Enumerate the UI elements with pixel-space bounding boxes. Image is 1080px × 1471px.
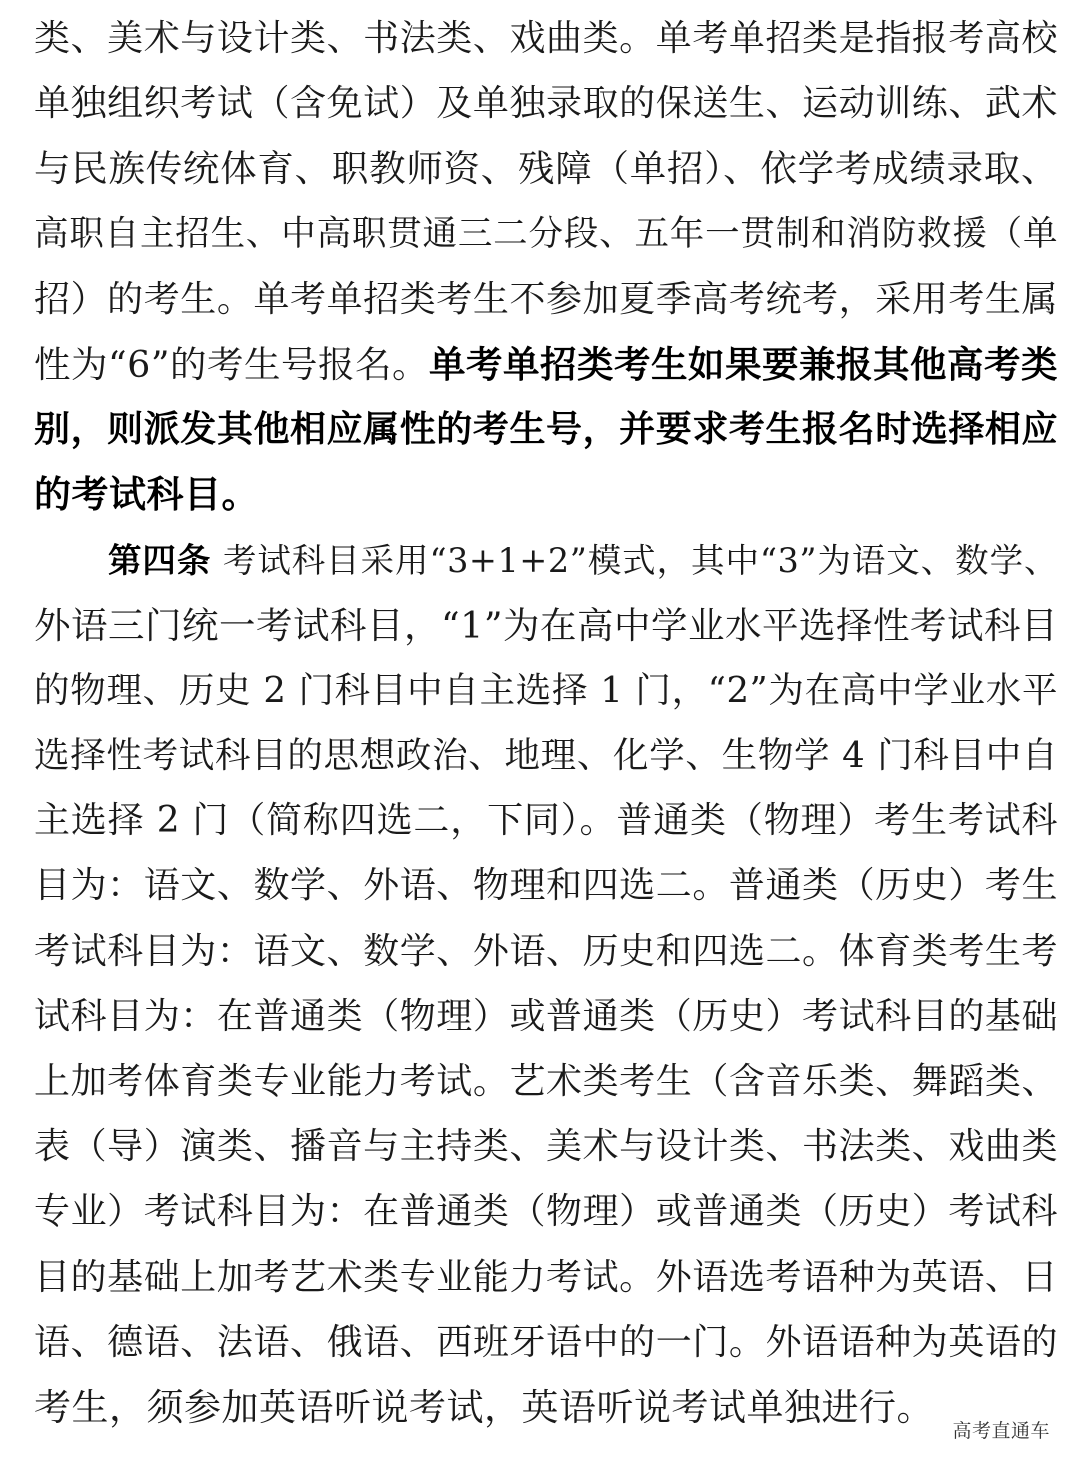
- article-number: 第四条: [108, 540, 212, 580]
- text-line: 主选择 2 门（简称四选二，下同）。普通类（物理）考生考试科: [34, 800, 1058, 842]
- article-heading-line: [34, 528, 1058, 593]
- source-watermark: 高考直通车: [952, 1420, 1050, 1442]
- text-line: 目为：语文、数学、外语、物理和四选二。普通类（历史）考生: [34, 865, 1058, 907]
- text-line: 试科目为：在普通类（物理）或普通类（历史）考试科目的基础: [34, 995, 1058, 1037]
- bold-text: 单考单招类考生如果要兼报其他高考类: [429, 342, 1058, 386]
- text-line: 专业）考试科目为：在普通类（物理）或普通类（历史）考试科: [34, 1191, 1058, 1233]
- text-line: 考生，须参加英语听说考试，英语听说考试单独进行。: [34, 1385, 934, 1429]
- bold-text-line: 的考试科目。: [34, 472, 259, 517]
- text-line: 与民族传统体育、职教师资、残障（单招）、依学考成绩录取、: [34, 147, 1058, 191]
- bold-text-line: 别，则派发其他相应属性的考生号，并要求考生报名时选择相应: [34, 408, 1058, 451]
- text-line: 单独组织考试（含免试）及单独录取的保送生、运动训练、武术: [34, 83, 1058, 125]
- text-line-mixed: [34, 332, 1058, 397]
- text-line: 上加考体育类专业能力考试。艺术类考生（含音乐类、舞蹈类、: [34, 1061, 1058, 1102]
- text-line: 高职自主招生、中高职贯通三二分段、五年一贯制和消防救援（单: [34, 213, 1058, 254]
- text-line: 考试科目为：语文、数学、外语、历史和四选二。体育类考生考: [34, 930, 1058, 972]
- document-body: [34, 6, 1058, 1440]
- plain-text: 考试科目采用“3+1+2”模式，其中“3”为语文、数学、: [222, 540, 1058, 580]
- text-line: 外语三门统一考试科目，“1”为在高中学业水平选择性考试科目: [34, 603, 1058, 647]
- text-line: 目的基础上加考艺术类专业能力考试。外语选考语种为英语、日: [34, 1256, 1058, 1298]
- text-line: 类、美术与设计类、书法类、戏曲类。单考单招类是指报考高校: [34, 18, 1058, 59]
- text-line: 的物理、历史 2 门科目中自主选择 1 门，“2”为在高中学业水平: [34, 669, 1058, 711]
- text-line: 招）的考生。单考单招类考生不参加夏季高考统考，采用考生属: [34, 278, 1058, 320]
- text-line: 语、德语、法语、俄语、西班牙语中的一门。外语语种为英语的: [34, 1321, 1058, 1363]
- text-line: 表（导）演类、播音与主持类、美术与设计类、书法类、戏曲类: [34, 1126, 1058, 1168]
- text-line: 选择性考试科目的思想政治、地理、化学、生物学 4 门科目中自: [34, 735, 1058, 777]
- plain-text: 性为“6”的考生号报名。: [34, 342, 430, 386]
